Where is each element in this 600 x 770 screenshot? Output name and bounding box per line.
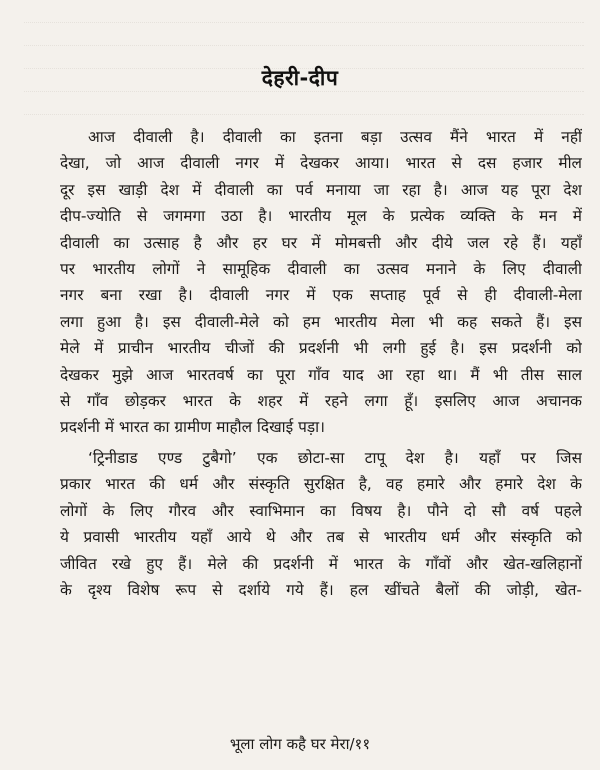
- text-line: ये प्रवासी भारतीय यहाँ आये थे और तब से भारतीय धर्म और संस्कृति को: [60, 528, 582, 547]
- text-line: जीवित रखे हुए हैं। मेले की प्रदर्शनी में भारत के गाँवों और खेत-खलिहानों: [60, 554, 582, 573]
- text-line: देखा, जो आज दीवाली नगर में देखकर आया। भारत से दस हजार मील: [60, 154, 582, 173]
- text-line: दूर इस खाड़ी देश में दीवाली का पर्व मनाया जा रहा है। आज यह पूरा देश: [60, 180, 582, 199]
- page-title: देहरी-दीप: [261, 66, 339, 90]
- chapter-body: [60, 124, 582, 603]
- text-line: प्रकार भारत की धर्म और संस्कृति सुरक्षित है, वह हमारे और हमारे देश के: [60, 475, 582, 494]
- text-line: पर भारतीय लोगों ने सामूहिक दीवाली का उत्सव मनाने के लिए दीवाली: [60, 260, 582, 279]
- text-line: दीवाली का उत्साह है और हर घर में मोमबत्ती और दीये जल रहे हैं। यहाँ: [60, 233, 582, 252]
- text-line: के दृश्य विशेष रूप से दर्शाये गये हैं। हल खींचते बैलों की जोड़ी, खेत-: [60, 580, 582, 599]
- text-line: प्रदर्शनी में भारत का ग्रामीण माहौल दिखाई पड़ा।: [60, 418, 325, 437]
- text-line: से गाँव छोड़कर भारत के शहर में रहने लगा हूँ। इसलिए आज अचानक: [60, 392, 582, 411]
- page-footer: भूला लोग कहै घर मेरा/११: [229, 735, 371, 753]
- text-line: लोगों के लिए गौरव और स्वाभिमान का विषय है। पौने दो सौ वर्ष पहले: [60, 501, 582, 520]
- text-line: आज दीवाली है। दीवाली का इतना बड़ा उत्सव मैंने भारत में नहीं: [88, 128, 582, 146]
- text-line: नगर बना रखा है। दीवाली नगर में एक सप्ताह पूर्व से ही दीवाली-मेला: [60, 286, 582, 305]
- text-line: मेले में प्राचीन भारतीय चीजों की प्रदर्शनी भी लगी हुई है। इस प्रदर्शनी को: [60, 339, 582, 358]
- paragraph-2: [60, 445, 582, 603]
- text-line: देखकर मुझे आज भारतवर्ष का पूरा गाँव याद आ रहा था। मैं भी तीस साल: [60, 365, 582, 384]
- text-line: ‘ट्रिनीडाड एण्ड टुबैगो’ एक छोटा-सा टापू देश है। यहाँ पर जिस: [88, 448, 582, 467]
- text-line: दीप-ज्योति से जगमगा उठा है। भारतीय मूल के प्रत्येक व्यक्ति के मन में: [60, 207, 582, 226]
- paragraph-1: [60, 124, 582, 441]
- text-line: लगा हुआ है। इस दीवाली-मेले को हम भारतीय मेला भी कह सकते हैं। इस: [60, 312, 582, 331]
